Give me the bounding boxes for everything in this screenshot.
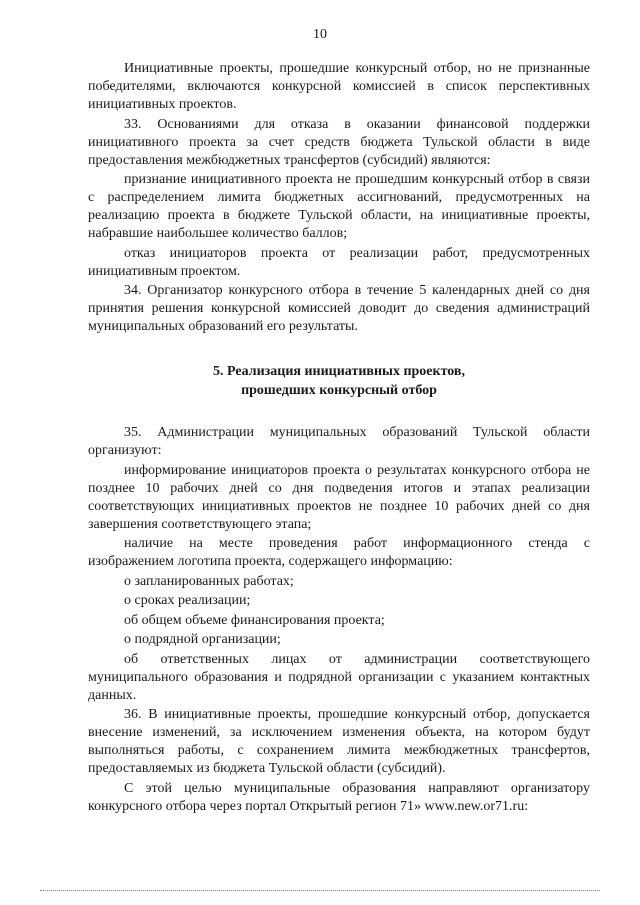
paragraph-35: 35. Администрации муниципальных образований Тульской области организуют: bbox=[88, 425, 590, 458]
list-item: о запланированных работах; bbox=[124, 573, 294, 589]
paragraph: Инициативные проекты, прошедшие конкурсный отбор, но не признанные победителями, включаются конкурсной комиссией в список перспективных инициативных проектов. bbox=[88, 61, 590, 112]
page-bottom-dotted-line bbox=[40, 890, 600, 891]
page-number: 10 bbox=[313, 27, 327, 42]
paragraph-33: 33. Основаниями для отказа в оказании финансовой поддержки инициативного проекта за счет средств бюджета Тульской области в виде предоставления межбюджетных трансфертов (субсидий) являются: bbox=[88, 116, 590, 168]
list-item: об ответственных лицах от администрации соответствующего муниципального образования и подрядной организации с указанием контактных данных. bbox=[88, 651, 590, 703]
paragraph-34: 34. Организатор конкурсного отбора в течение 5 календарных дней со дня принятия решения конкурсной комиссией доводит до сведения администраций муниципальных образований его результаты. bbox=[88, 283, 590, 334]
section-heading bbox=[88, 362, 590, 400]
paragraph: отказ инициаторов проекта от реализации работ, предусмотренных инициативным проектом. bbox=[88, 245, 590, 279]
section-heading-line-2: прошедших конкурсный отбор bbox=[241, 383, 437, 398]
document-body bbox=[88, 60, 590, 817]
paragraph: информирование инициаторов проекта о результатах конкурсного отбора не позднее 10 рабочих дней со дня подведения итогов и этапах реализации соответствующих инициативных проектов не позднее 10 рабочих дней со дня завершения соответствующего этапа; bbox=[88, 462, 590, 532]
list-item: о сроках реализации; bbox=[124, 593, 251, 608]
list-item: об общем объеме финансирования проекта; bbox=[124, 612, 385, 628]
section-heading-line-1: 5. Реализация инициативных проектов, bbox=[213, 364, 465, 379]
paragraph: С этой целью муниципальные образования направляют организатору конкурсного отбора через портал Открытый регион 71» www.new.or71.ru: bbox=[88, 780, 590, 814]
paragraph: наличие на месте проведения работ информационного стенда с изображением логотипа проекта, содержащего информацию: bbox=[88, 536, 590, 569]
paragraph: признание инициативного проекта не прошедшим конкурсный отбор в связи с распределением лимита бюджетных ассигнований, предусмотренных на реализацию проекта в бюджете Тульской области, на инициативные проекты, набравшие наибольшее количество баллов; bbox=[88, 172, 590, 241]
list-item: о подрядной организации; bbox=[124, 632, 281, 647]
paragraph-36: 36. В инициативные проекты, прошедшие конкурсный отбор, допускается внесение изменений, за исключением изменения объекта, на котором будут выполняться работы, с сохранением лимита межбюджетных трансфертов, предоставляемых из бюджета Тульской области (субсидий). bbox=[88, 707, 590, 776]
